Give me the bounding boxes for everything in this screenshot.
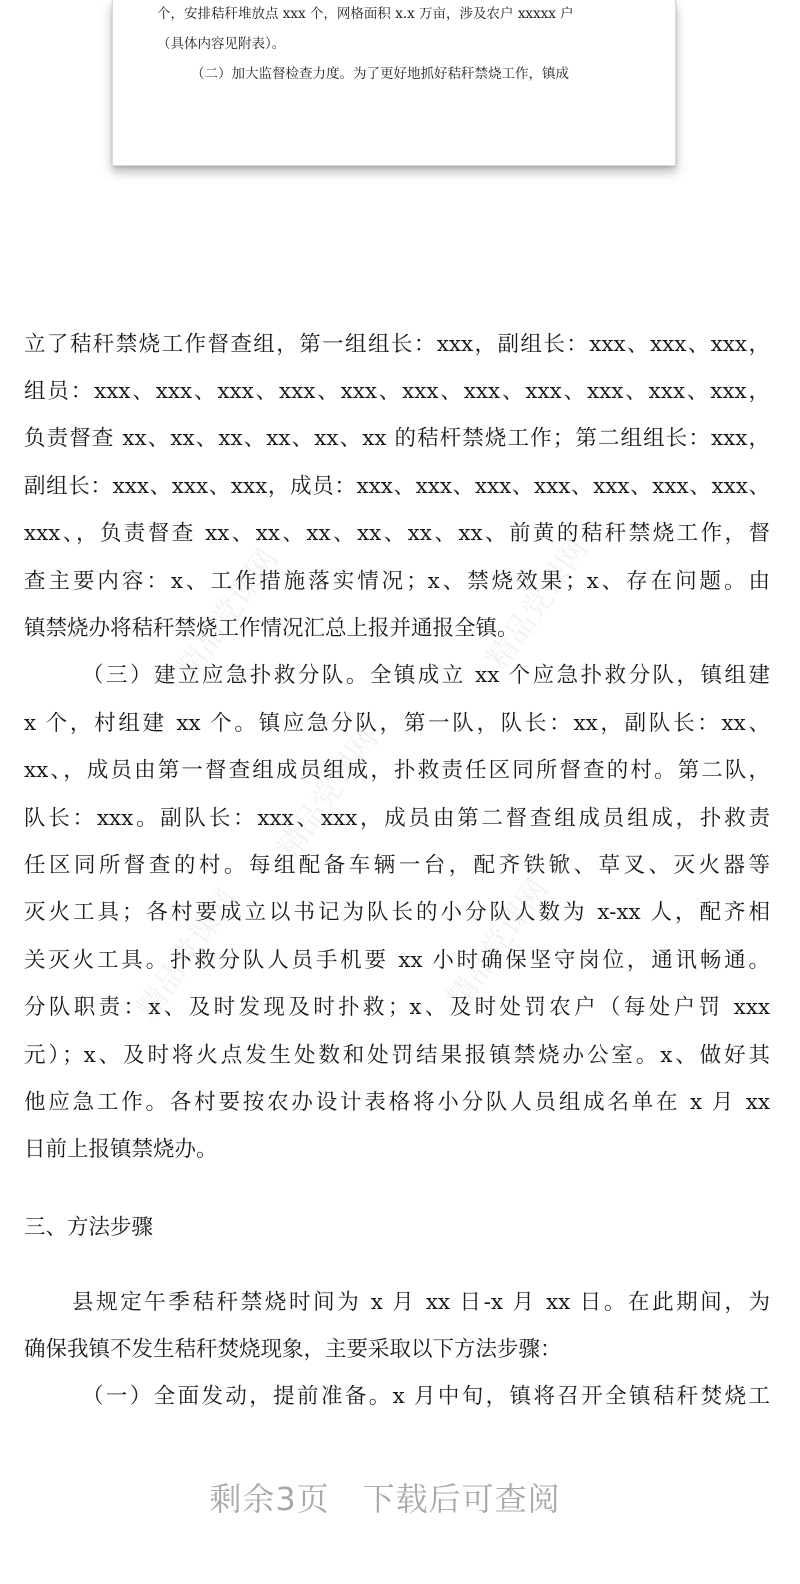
preview-line: 个，安排秸秆堆放点 xxx 个，网格面积 x.x 万亩，涉及农户 xxxxx 户 [157, 6, 574, 22]
body-line: 队长：xxx。副队长：xxx、xxx，成员由第二督查组成员组成，扑救责 [24, 806, 770, 831]
preview-line: （二）加大监督检查力度。为了更好地抓好秸秆禁烧工作，镇成 [191, 66, 569, 82]
body-line: 任区同所督查的村。每组配备车辆一台，配齐铁锨、草叉、灭火器等 [24, 853, 770, 878]
body-line: 查主要内容：x、工作措施落实情况；x、禁烧效果；x、存在问题。由 [24, 569, 770, 594]
body-line: 灭火工具；各村要成立以书记为队长的小分队人数为 x-xx 人，配齐相 [24, 900, 770, 925]
section-line: （一）全面发动，提前准备。x 月中旬，镇将召开全镇秸秆焚烧工 [82, 1384, 770, 1409]
watermark: 精品党课网 [170, 542, 286, 686]
preview-line: （具体内容见附表）。 [157, 36, 286, 52]
section-heading: 三、方法步骤 [24, 1215, 154, 1240]
body-line: 分队职责：x、及时发现及时扑救；x、及时处罚农户（每处户罚 xxx [24, 995, 770, 1020]
watermark: 精品党课网 [440, 872, 556, 1016]
body-line: 组员：xxx、xxx、xxx、xxx、xxx、xxx、xxx、xxx、xxx、xxx、xxx， [24, 379, 770, 404]
watermark: 精品党课网 [270, 722, 386, 866]
body-line: 元）；x、及时将火点发生处数和处罚结果报镇禁烧办公室。x、做好其 [24, 1043, 770, 1068]
previous-page-preview [112, 0, 676, 166]
body-line: 镇禁烧办将秸秆禁烧工作情况汇总上报并通报全镇。 [24, 616, 519, 641]
paragraph-heading-line: （三）建立应急扑救分队。全镇成立 xx 个应急扑救分队，镇组建 [82, 663, 770, 688]
body-line: 日前上报镇禁烧办。 [24, 1137, 218, 1162]
body-line: 关灭火工具。扑救分队人员手机要 xx 小时确保坚守岗位，通讯畅通。 [24, 948, 770, 973]
body-line: xxx、，负责督查 xx、xx、xx、xx、xx、xx、前黄的秸秆禁烧工作，督 [24, 521, 770, 546]
section-line: 县规定午季秸秆禁烧时间为 x 月 xx 日-x 月 xx 日。在此期间，为 [72, 1290, 770, 1315]
body-line: 负责督查 xx、xx、xx、xx、xx、xx 的秸杆禁烧工作；第二组组长：xxx， [24, 426, 770, 451]
body-line: 副组长：xxx、xxx、xxx，成员：xxx、xxx、xxx、xxx、xxx、xxx、xxx、 [24, 474, 770, 499]
watermark: 精品党课网 [480, 532, 596, 676]
body-line: 他应急工作。各村要按农办设计表格将小分队人员组成名单在 x 月 xx [24, 1090, 770, 1115]
body-line: xx、，成员由第一督查组成员组成，扑救责任区同所督查的村。第二队， [24, 758, 770, 783]
watermark: 精品党课网 [130, 882, 246, 1026]
section-line: 确保我镇不发生秸秆焚烧现象，主要采取以下方法步骤： [24, 1337, 562, 1362]
remaining-pages-notice[interactable]: 剩余3页 下载后可查阅 [209, 1480, 561, 1518]
body-line: x 个，村组建 xx 个。镇应急分队，第一队，队长：xx，副队长：xx、 [24, 711, 770, 736]
body-line: 立了秸秆禁烧工作督查组，第一组组长：xxx，副组长：xxx、xxx、xxx， [24, 332, 770, 357]
